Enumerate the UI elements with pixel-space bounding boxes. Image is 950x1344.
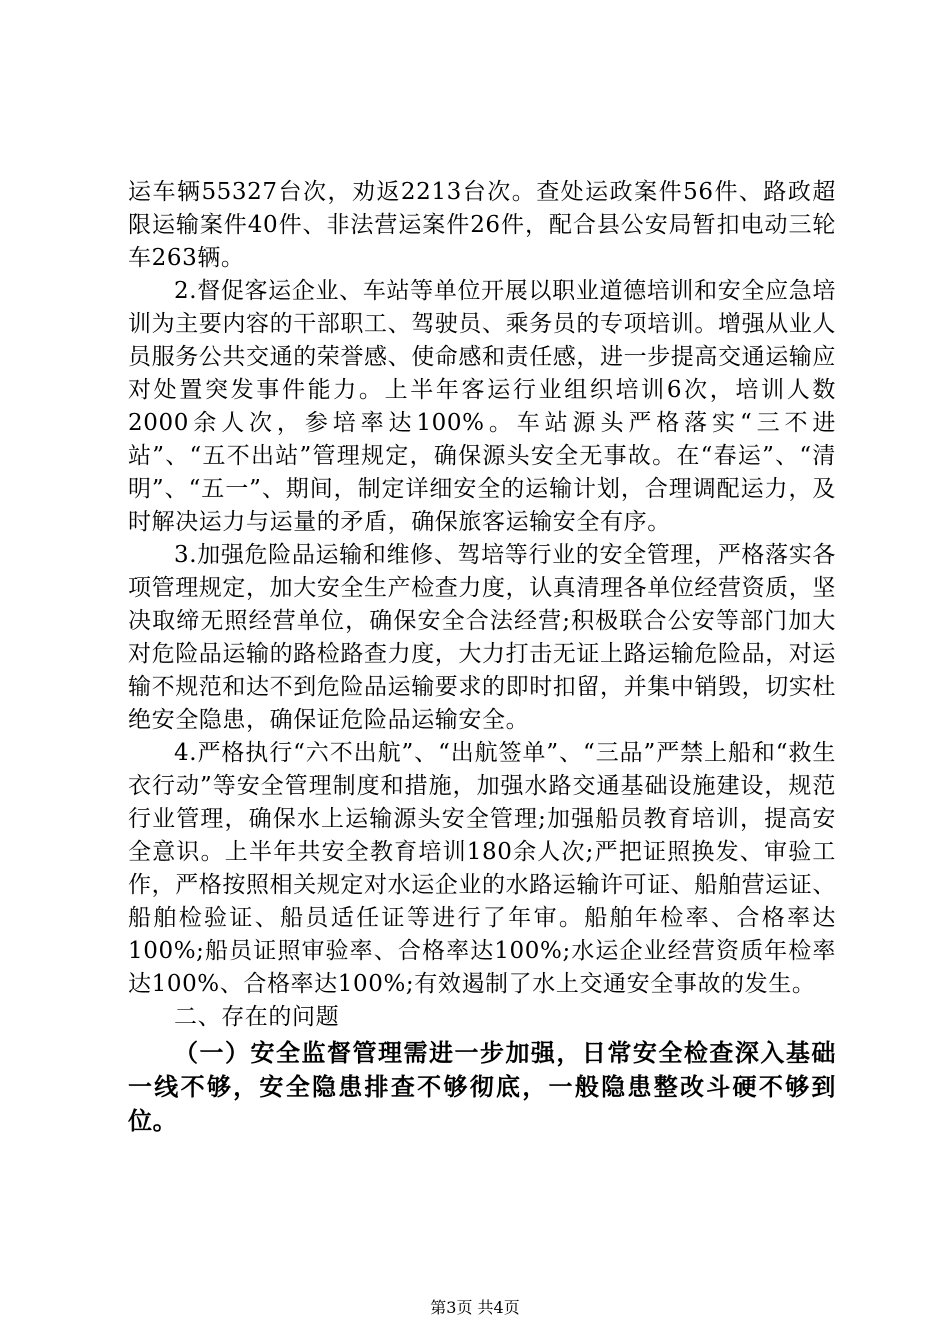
paragraph-item-2: 2.督促客运企业、车站等单位开展以职业道德培训和安全应急培训为主要内容的干部职工、驾驶员、乘务员的专项培训。增强从业人员服务公共交通的荣誉感、使命感和责任感，进一步提高交通运输应对处置突发事件能力。上半年客运行业组织培训6次，培训人数2000余人次，参培率达100%。车站源头严格落实“三不进站”、“五不出站”管理规定，确保源头安全无事故。在“春运”、“清明”、“五一”、期间，制定详细安全的运输计划，合理调配运力，及时解决运力与运量的矛盾，确保旅客运输安全有序。 — [128, 278, 836, 535]
document-body — [128, 176, 836, 1138]
section-heading: 二、存在的问题 — [174, 1004, 340, 1030]
bold-paragraph: （一）安全监督管理需进一步加强，日常安全检查深入基础一线不够，安全隐患排查不够彻底，一般隐患整改斗硬不够到位。 — [128, 1039, 836, 1135]
paragraph-item-4: 4.严格执行“六不出航”、“出航签单”、“三品”严禁上船和“救生衣行动”等安全管理制度和措施，加强水路交通基础设施建设，规范行业管理，确保水上运输源头安全管理;加强船员教育培训，提高安全意识。上半年共安全教育培训180余人次;严把证照换发、审验工作，严格按照相关规定对水运企业的水路运输许可证、船舶营运证、船舶检验证、船员适任证等进行了年审。船舶年检率、合格率达100%;船员证照审验率、合格率达100%;水运企业经营资质年检率达100%、合格率达100%;有效遏制了水上交通安全事故的发生。 — [128, 740, 836, 997]
page-footer: 第3页 共4页 — [430, 1298, 520, 1317]
paragraph-item-3: 3.加强危险品运输和维修、驾培等行业的安全管理，严格落实各项管理规定，加大安全生产检查力度，认真清理各单位经营资质，坚决取缔无照经营单位，确保安全合法经营;积极联合公安等部门加大对危险品运输的路检路查力度，大力打击无证上路运输危险品，对运输不规范和达不到危险品运输要求的即时扣留，并集中销毁，切实杜绝安全隐患，确保证危险品运输安全。 — [128, 542, 836, 733]
paragraph-continuation: 运车辆55327台次，劝返2213台次。查处运政案件56件、路政超限运输案件40件、非法营运案件26件，配合县公安局暂扣电动三轮车263辆。 — [128, 179, 836, 271]
